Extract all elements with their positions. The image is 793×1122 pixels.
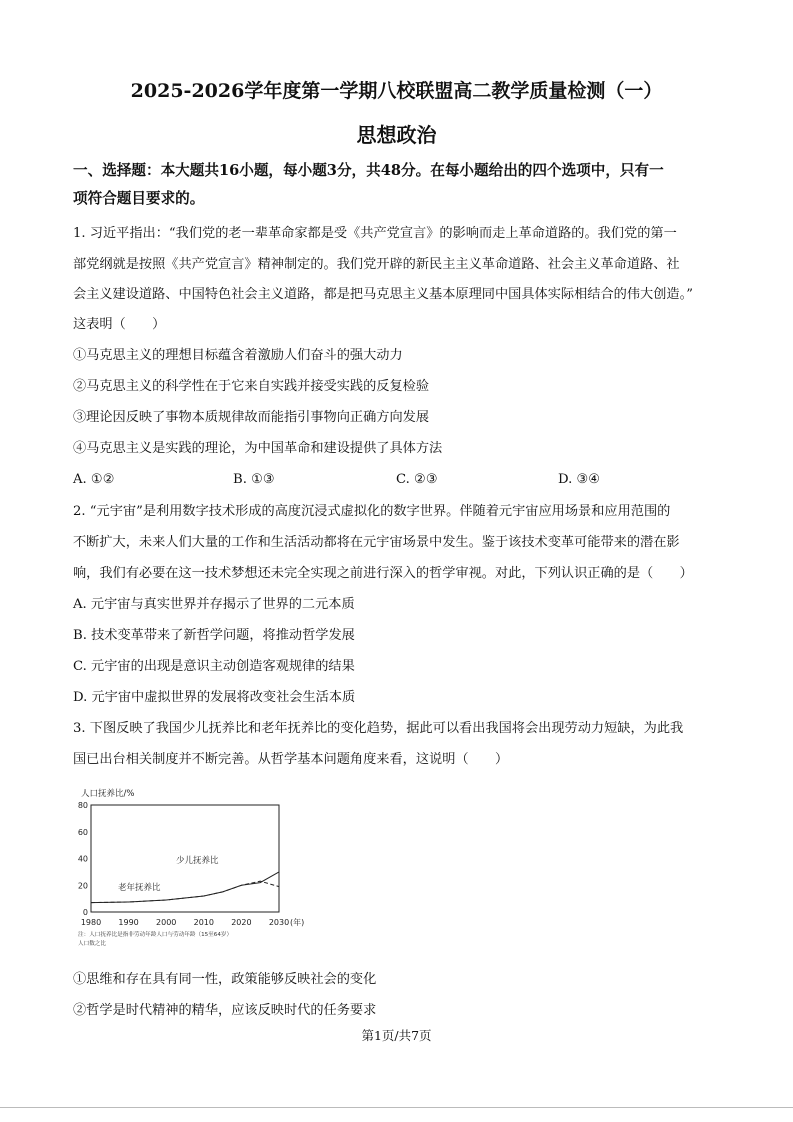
q2-option-a[interactable]: A. 元宇宙与真实世界并存揭示了世界的二元本质 — [73, 597, 355, 612]
q2-option-d[interactable]: D. 元宇宙中虚拟世界的发展将改变社会生活本质 — [73, 690, 356, 705]
chart-xtick-label: 2020 — [231, 918, 252, 927]
chart-xtick-label: 1990 — [118, 918, 139, 927]
q1-stem-line-4: 这表明（ ） — [73, 317, 166, 332]
q3-statement-2: ②哲学是时代精神的精华，应该反映时代的任务要求 — [73, 1003, 377, 1018]
chart-ytick-label: 20 — [77, 881, 88, 891]
chart-xtick-label: 2030 — [268, 918, 290, 927]
q1-stem-line-2: 部党纲就是按照《共产党宣言》精神制定的。我们党开辟的新民主主义革命道路、社会主义革命道路、社 — [73, 257, 680, 272]
q1-option-a[interactable]: A. ①② — [73, 472, 115, 487]
q3-stem-line-1: 3. 下图反映了我国少儿抚养比和老年抚养比的变化趋势，据此可以看出我国将会出现劳动力短缺，为此我 — [73, 721, 684, 736]
chart-ytick-label: 80 — [77, 801, 88, 810]
chart-xtick-label: 1980 — [80, 918, 102, 927]
section-heading-line-1: 一、选择题：本大题共16小题，每小题3分，共48分。在每小题给出的四个选项中，只有一 — [73, 162, 664, 179]
bottom-divider — [0, 1107, 793, 1108]
chart-series-label-child: 少儿抚养比 — [176, 856, 219, 866]
q2-option-b[interactable]: B. 技术变革带来了新哲学问题，将推动哲学发展 — [73, 628, 355, 643]
q1-option-c[interactable]: C. ②③ — [396, 472, 438, 487]
dependency-ratio-chart — [73, 782, 323, 948]
q2-stem-line-2: 不断扩大，未来人们大量的工作和生活活动都将在元宇宙场景中发生。鉴于该技术变革可能带来的潜在影 — [73, 535, 680, 550]
page-number: 第1页/共7页 — [361, 1028, 432, 1043]
q1-statement-4: ④马克思主义是实践的理论，为中国革命和建设提供了具体方法 — [73, 441, 443, 456]
chart-xtick-label: 2000 — [156, 918, 177, 927]
chart-ytick-label: 0 — [82, 908, 88, 917]
q1-stem-line-3: 会主义建设道路、中国特色社会主义道路，都是把马克思主义基本原理同中国具体实际相结合的伟大创造。” — [73, 287, 693, 302]
q3-statement-1: ①思维和存在具有同一性，政策能够反映社会的变化 — [73, 972, 377, 987]
q1-option-b[interactable]: B. ①③ — [233, 472, 275, 487]
exam-title: 2025-2026学年度第一学期八校联盟高二教学质量检测（一） — [130, 80, 663, 102]
chart-ytick-label: 60 — [77, 827, 88, 837]
chart-note-line-2: 人口数之比 — [78, 941, 106, 947]
q1-stem-line-1: 1. 习近平指出：“我们党的老一辈革命家都是受《共产党宣言》的影响而走上革命道路的。我们党的第一 — [73, 226, 677, 241]
q1-statement-3: ③理论因反映了事物本质规律故而能指引事物向正确方向发展 — [73, 410, 430, 425]
chart-ytick-label: 40 — [77, 854, 88, 864]
q1-statement-2: ②马克思主义的科学性在于它来自实践并接受实践的反复检验 — [73, 379, 430, 394]
chart-note-line-1: 注：人口抚养比是指非劳动年龄人口与劳动年龄（15至64岁） — [78, 932, 233, 938]
q2-option-c[interactable]: C. 元宇宙的出现是意识主动创造客观规律的结果 — [73, 659, 355, 674]
subject-title: 思想政治 — [356, 123, 437, 147]
q2-stem-line-3: 响，我们有必要在这一技术梦想还未完全实现之前进行深入的哲学审视。对此，下列认识正确的是（ ） — [73, 566, 693, 581]
chart-ylabel: 人口抚养比/% — [81, 789, 135, 799]
chart-svg — [73, 782, 323, 948]
chart-xunit: (年) — [290, 918, 305, 927]
chart-xtick-label: 2010 — [193, 918, 214, 927]
chart-series-label-elderly: 老年抚养比 — [118, 883, 161, 893]
q3-stem-line-2: 国已出台相关制度并不断完善。从哲学基本问题角度来看，这说明（ ） — [73, 752, 509, 767]
section-heading-line-2: 项符合题目要求的。 — [73, 190, 205, 207]
q1-option-d[interactable]: D. ③④ — [558, 472, 601, 487]
q1-statement-1: ①马克思主义的理想目标蕴含着激励人们奋斗的强大动力 — [73, 348, 403, 363]
q2-stem-line-1: 2. “元宇宙”是利用数字技术形成的高度沉浸式虚拟化的数字世界。伴随着元宇宙应用场景和应用范围的 — [73, 504, 671, 519]
